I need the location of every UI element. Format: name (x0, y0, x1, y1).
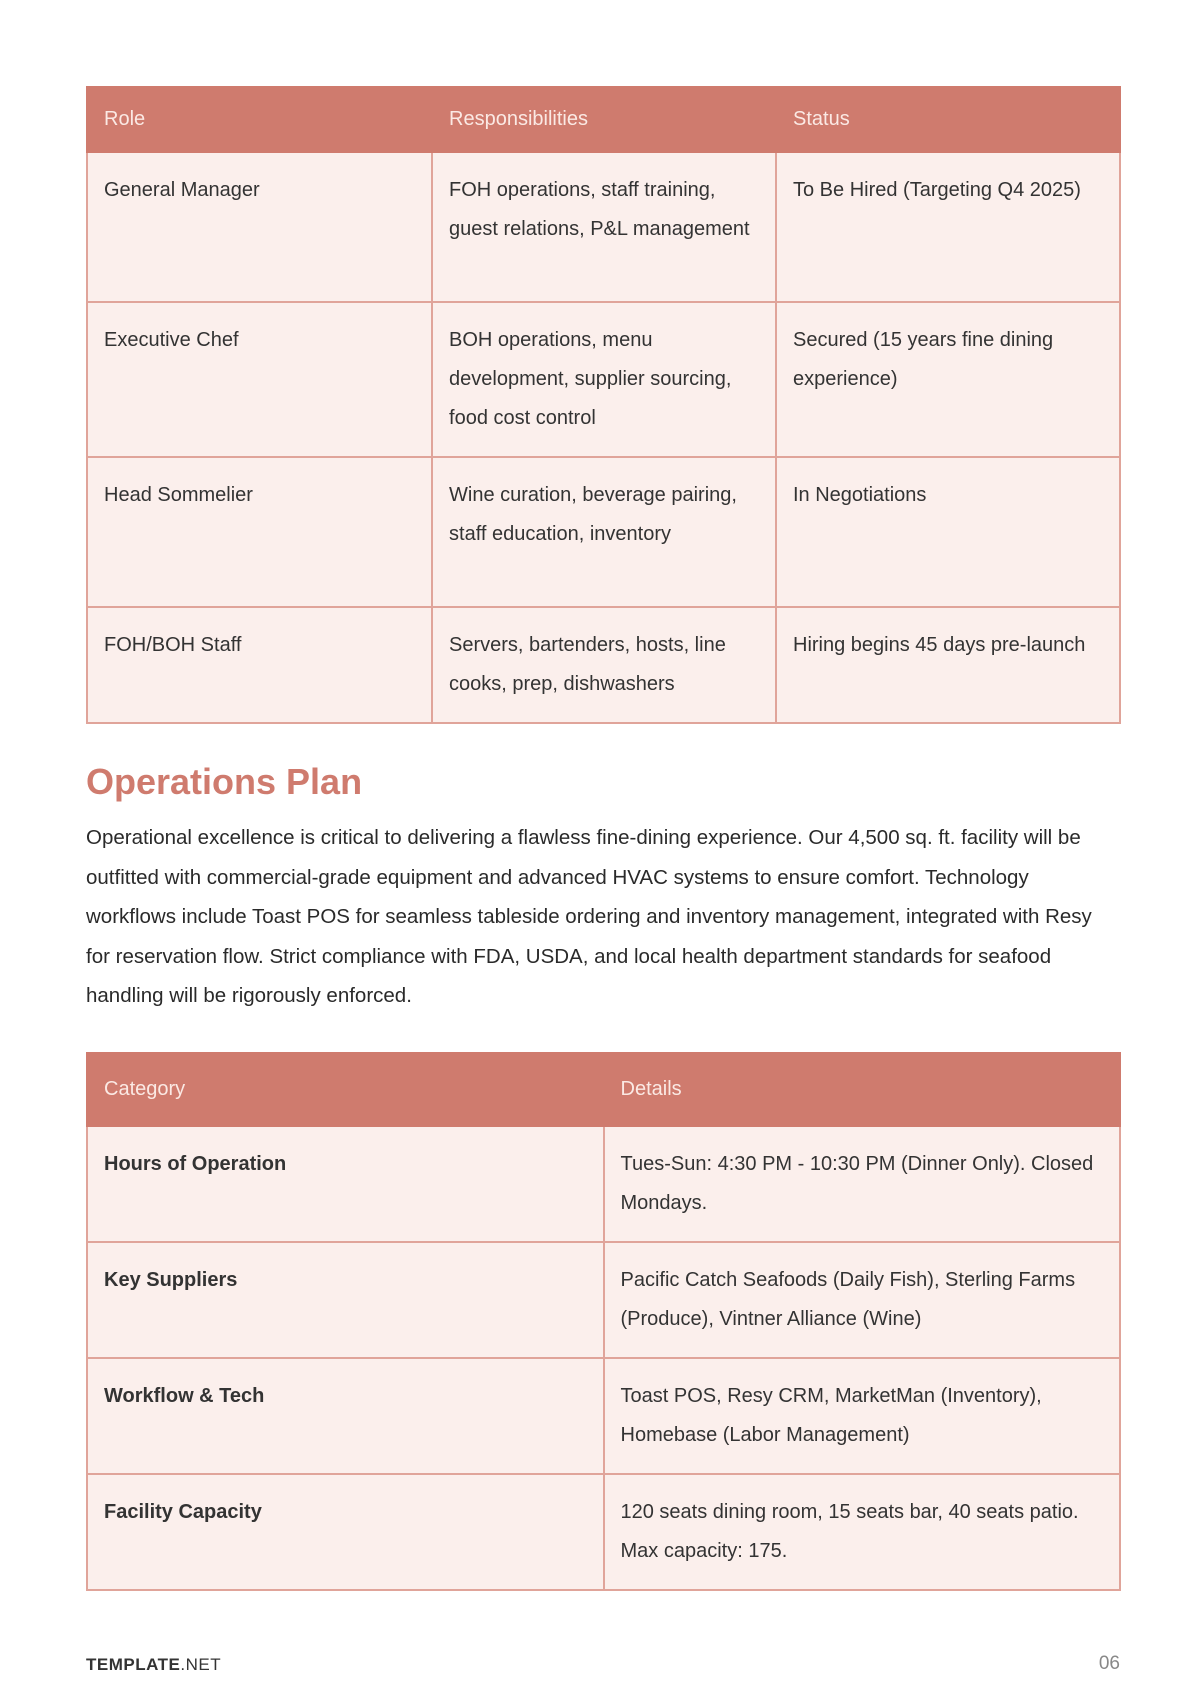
column-header-responsibilities: Responsibilities (432, 87, 776, 152)
page-number: 06 (1098, 1653, 1120, 1674)
column-header-role: Role (87, 87, 432, 152)
details-cell: Pacific Catch Seafoods (Daily Fish), Sterling Farms (Produce), Vintner Alliance (Wine) (604, 1242, 1121, 1358)
details-cell: 120 seats dining room, 15 seats bar, 40 seats patio. Max capacity: 175. (604, 1474, 1121, 1590)
table-row (87, 457, 1120, 607)
column-header-status: Status (776, 87, 1120, 152)
brand-bold-text: TEMPLATE (86, 1655, 181, 1674)
table-row (87, 607, 1120, 723)
category-cell: Facility Capacity (87, 1474, 604, 1590)
table-row (87, 302, 1120, 457)
responsibilities-cell: FOH operations, staff training, guest relations, P&L management (432, 152, 776, 302)
table-row (87, 1474, 1120, 1590)
table-row (87, 1126, 1120, 1242)
section-title: Operations Plan (86, 761, 363, 802)
details-cell: Tues-Sun: 4:30 PM - 10:30 PM (Dinner Only). Closed Mondays. (604, 1126, 1121, 1242)
category-cell: Workflow & Tech (87, 1358, 604, 1474)
table-header-row (87, 1053, 1120, 1126)
role-cell: FOH/BOH Staff (87, 607, 432, 723)
responsibilities-cell: BOH operations, menu development, supplier sourcing, food cost control (432, 302, 776, 457)
table-row (87, 1358, 1120, 1474)
footer-brand-logo (86, 1655, 221, 1675)
column-header-details: Details (604, 1053, 1121, 1126)
role-cell: Head Sommelier (87, 457, 432, 607)
role-cell: Executive Chef (87, 302, 432, 457)
operations-table (86, 1052, 1121, 1591)
section-body-text: Operational excellence is critical to delivering a flawless fine-dining experience. Our 4,500 sq. ft. facility will be outfitted with commercial-grade equipment and advanced HVAC systems to ensure comfort. Technology workflows include Toast POS for seamless tableside ordering and inventory management, integrated with Resy for reservation flow. Strict compliance with FDA, USDA, and local health department standards for seafood handling will be rigorously enforced. (86, 826, 1092, 1007)
responsibilities-cell: Wine curation, beverage pairing, staff education, inventory (432, 457, 776, 607)
category-cell: Hours of Operation (87, 1126, 604, 1242)
document-page (86, 86, 1121, 1591)
status-cell: In Negotiations (776, 457, 1120, 607)
column-header-category: Category (87, 1053, 604, 1126)
table-header-row (87, 87, 1120, 152)
responsibilities-cell: Servers, bartenders, hosts, line cooks, prep, dishwashers (432, 607, 776, 723)
brand-suffix-text: .NET (180, 1655, 222, 1674)
category-cell: Key Suppliers (87, 1242, 604, 1358)
status-cell: Secured (15 years fine dining experience) (776, 302, 1120, 457)
status-cell: To Be Hired (Targeting Q4 2025) (776, 152, 1120, 302)
table-row (87, 1242, 1120, 1358)
team-roles-table (86, 86, 1121, 724)
role-cell: General Manager (87, 152, 432, 302)
details-cell: Toast POS, Resy CRM, MarketMan (Inventory), Homebase (Labor Management) (604, 1358, 1121, 1474)
table-row (87, 152, 1120, 302)
status-cell: Hiring begins 45 days pre-launch (776, 607, 1120, 723)
